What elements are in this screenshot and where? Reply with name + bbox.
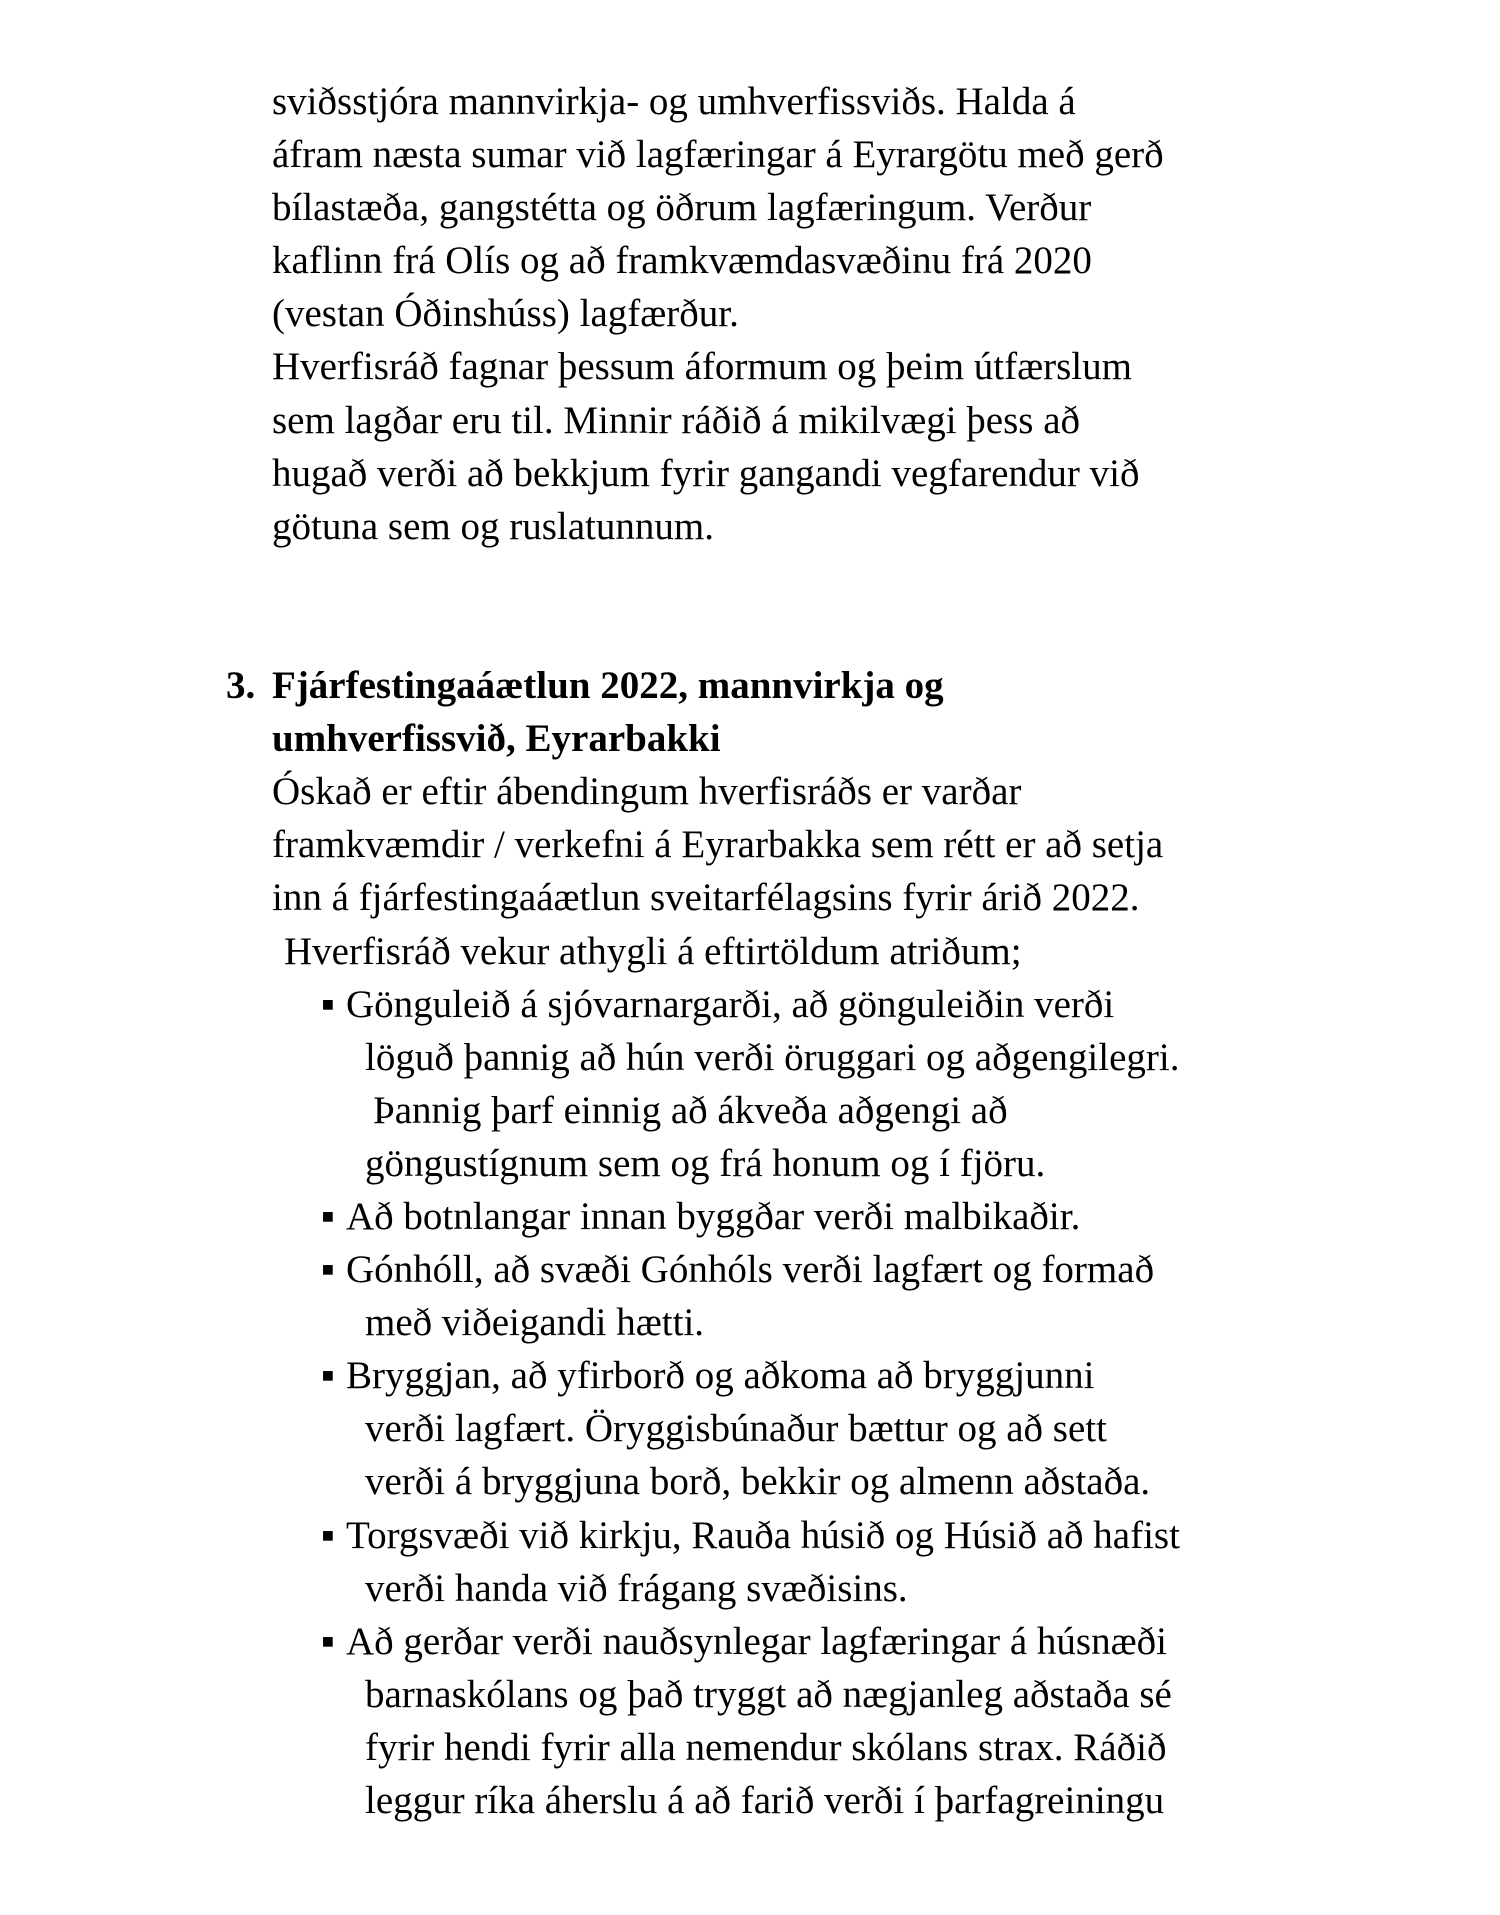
- item-heading: [0, 659, 1500, 712]
- bullet-line: Gönguleið á sjóvarnargarði, að gönguleiðin verði: [346, 982, 1115, 1026]
- paragraph-line: sviðsstjóra mannvirkja- og umhverfissviðs. Halda á: [272, 80, 1076, 123]
- item-number: 3.: [226, 664, 256, 708]
- blank-line: [0, 553, 1500, 606]
- bullet-line: Torgsvæði við kirkju, Rauða húsið og Húsið að hafist: [346, 1513, 1180, 1557]
- bullet-line: göngustígnum sem og frá honum og í fjöru.: [365, 1141, 1046, 1185]
- bullet-line: Gónhóll, að svæði Gónhóls verði lagfært og formað: [346, 1248, 1155, 1292]
- list-item: [0, 1190, 1500, 1243]
- paragraph-line: (vestan Óðinshúss) lagfærður.: [272, 292, 739, 336]
- bullet-line: Bryggjan, að yfirborð og aðkoma að bryggjunni: [346, 1354, 1095, 1398]
- bullet-icon: ▪: [321, 1194, 335, 1238]
- bullet-line: verði handa við frágang svæðisins.: [365, 1566, 908, 1610]
- bullet-icon: ▪: [321, 1513, 335, 1557]
- list-item: [0, 978, 1500, 1031]
- paragraph-line: áfram næsta sumar við lagfæringar á Eyrargötu með gerð: [272, 133, 1164, 177]
- bullet-line: Þannig þarf einnig að ákveða aðgengi að: [373, 1088, 1008, 1132]
- list-item: [0, 1243, 1500, 1296]
- bullet-line: löguð þannig að hún verði öruggari og aðgengilegri.: [365, 1035, 1180, 1079]
- list-item: [0, 1349, 1500, 1402]
- item-intro: Hverfisráð vekur athygli á eftirtöldum atriðum;: [284, 929, 1022, 973]
- item-body-line: inn á fjárfestingaáætlun sveitarfélagsins fyrir árið 2022.: [272, 876, 1140, 920]
- bullet-icon: ▪: [321, 1619, 335, 1663]
- item-heading-line: Fjárfestingaáætlun 2022, mannvirkja og: [272, 664, 944, 708]
- bullet-line: verði á bryggjuna borð, bekkir og almenn aðstaða.: [365, 1460, 1151, 1504]
- bullet-line: fyrir hendi fyrir alla nemendur skólans strax. Ráðið: [365, 1725, 1167, 1769]
- bullet-line: Að botnlangar innan byggðar verði malbikaðir.: [346, 1194, 1081, 1238]
- paragraph-line: sem lagðar eru til. Minnir ráðið á mikilvægi þess að: [272, 398, 1081, 442]
- paragraph-line: bílastæða, gangstétta og öðrum lagfæringum. Verður: [272, 186, 1092, 230]
- paragraph-line: götuna sem og ruslatunnum.: [272, 504, 714, 548]
- list-item: [0, 1509, 1500, 1562]
- bullet-icon: ▪: [321, 1354, 335, 1398]
- item-heading-line: umhverfissvið, Eyrarbakki: [272, 717, 721, 761]
- paragraph-line: hugað verði að bekkjum fyrir gangandi vegfarendur við: [272, 451, 1140, 495]
- list-item: [0, 1615, 1500, 1668]
- item-body-line: framkvæmdir / verkefni á Eyrarbakka sem rétt er að setja: [272, 823, 1164, 867]
- bullet-line: Að gerðar verði nauðsynlegar lagfæringar á húsnæði: [346, 1619, 1167, 1663]
- blank-line: [0, 606, 1500, 659]
- bullet-line: verði lagfært. Öryggisbúnaður bættur og að sett: [365, 1407, 1107, 1451]
- bullet-line: leggur ríka áherslu á að farið verði í þarfagreiningu: [365, 1779, 1165, 1822]
- bullet-line: barnaskólans og það tryggt að nægjanleg aðstaða sé: [365, 1672, 1172, 1716]
- bullet-icon: ▪: [321, 1248, 335, 1292]
- bullet-icon: ▪: [321, 982, 335, 1026]
- item-body-line: Óskað er eftir ábendingum hverfisráðs er varðar: [272, 770, 1022, 814]
- bullet-line: með viðeigandi hætti.: [365, 1301, 705, 1345]
- paragraph-line: Hverfisráð fagnar þessum áformum og þeim útfærslum: [272, 345, 1132, 389]
- paragraph-line: kaflinn frá Olís og að framkvæmdasvæðinu frá 2020: [272, 239, 1092, 283]
- bullet-list: [0, 978, 1500, 1828]
- document-page: [0, 75, 1500, 1827]
